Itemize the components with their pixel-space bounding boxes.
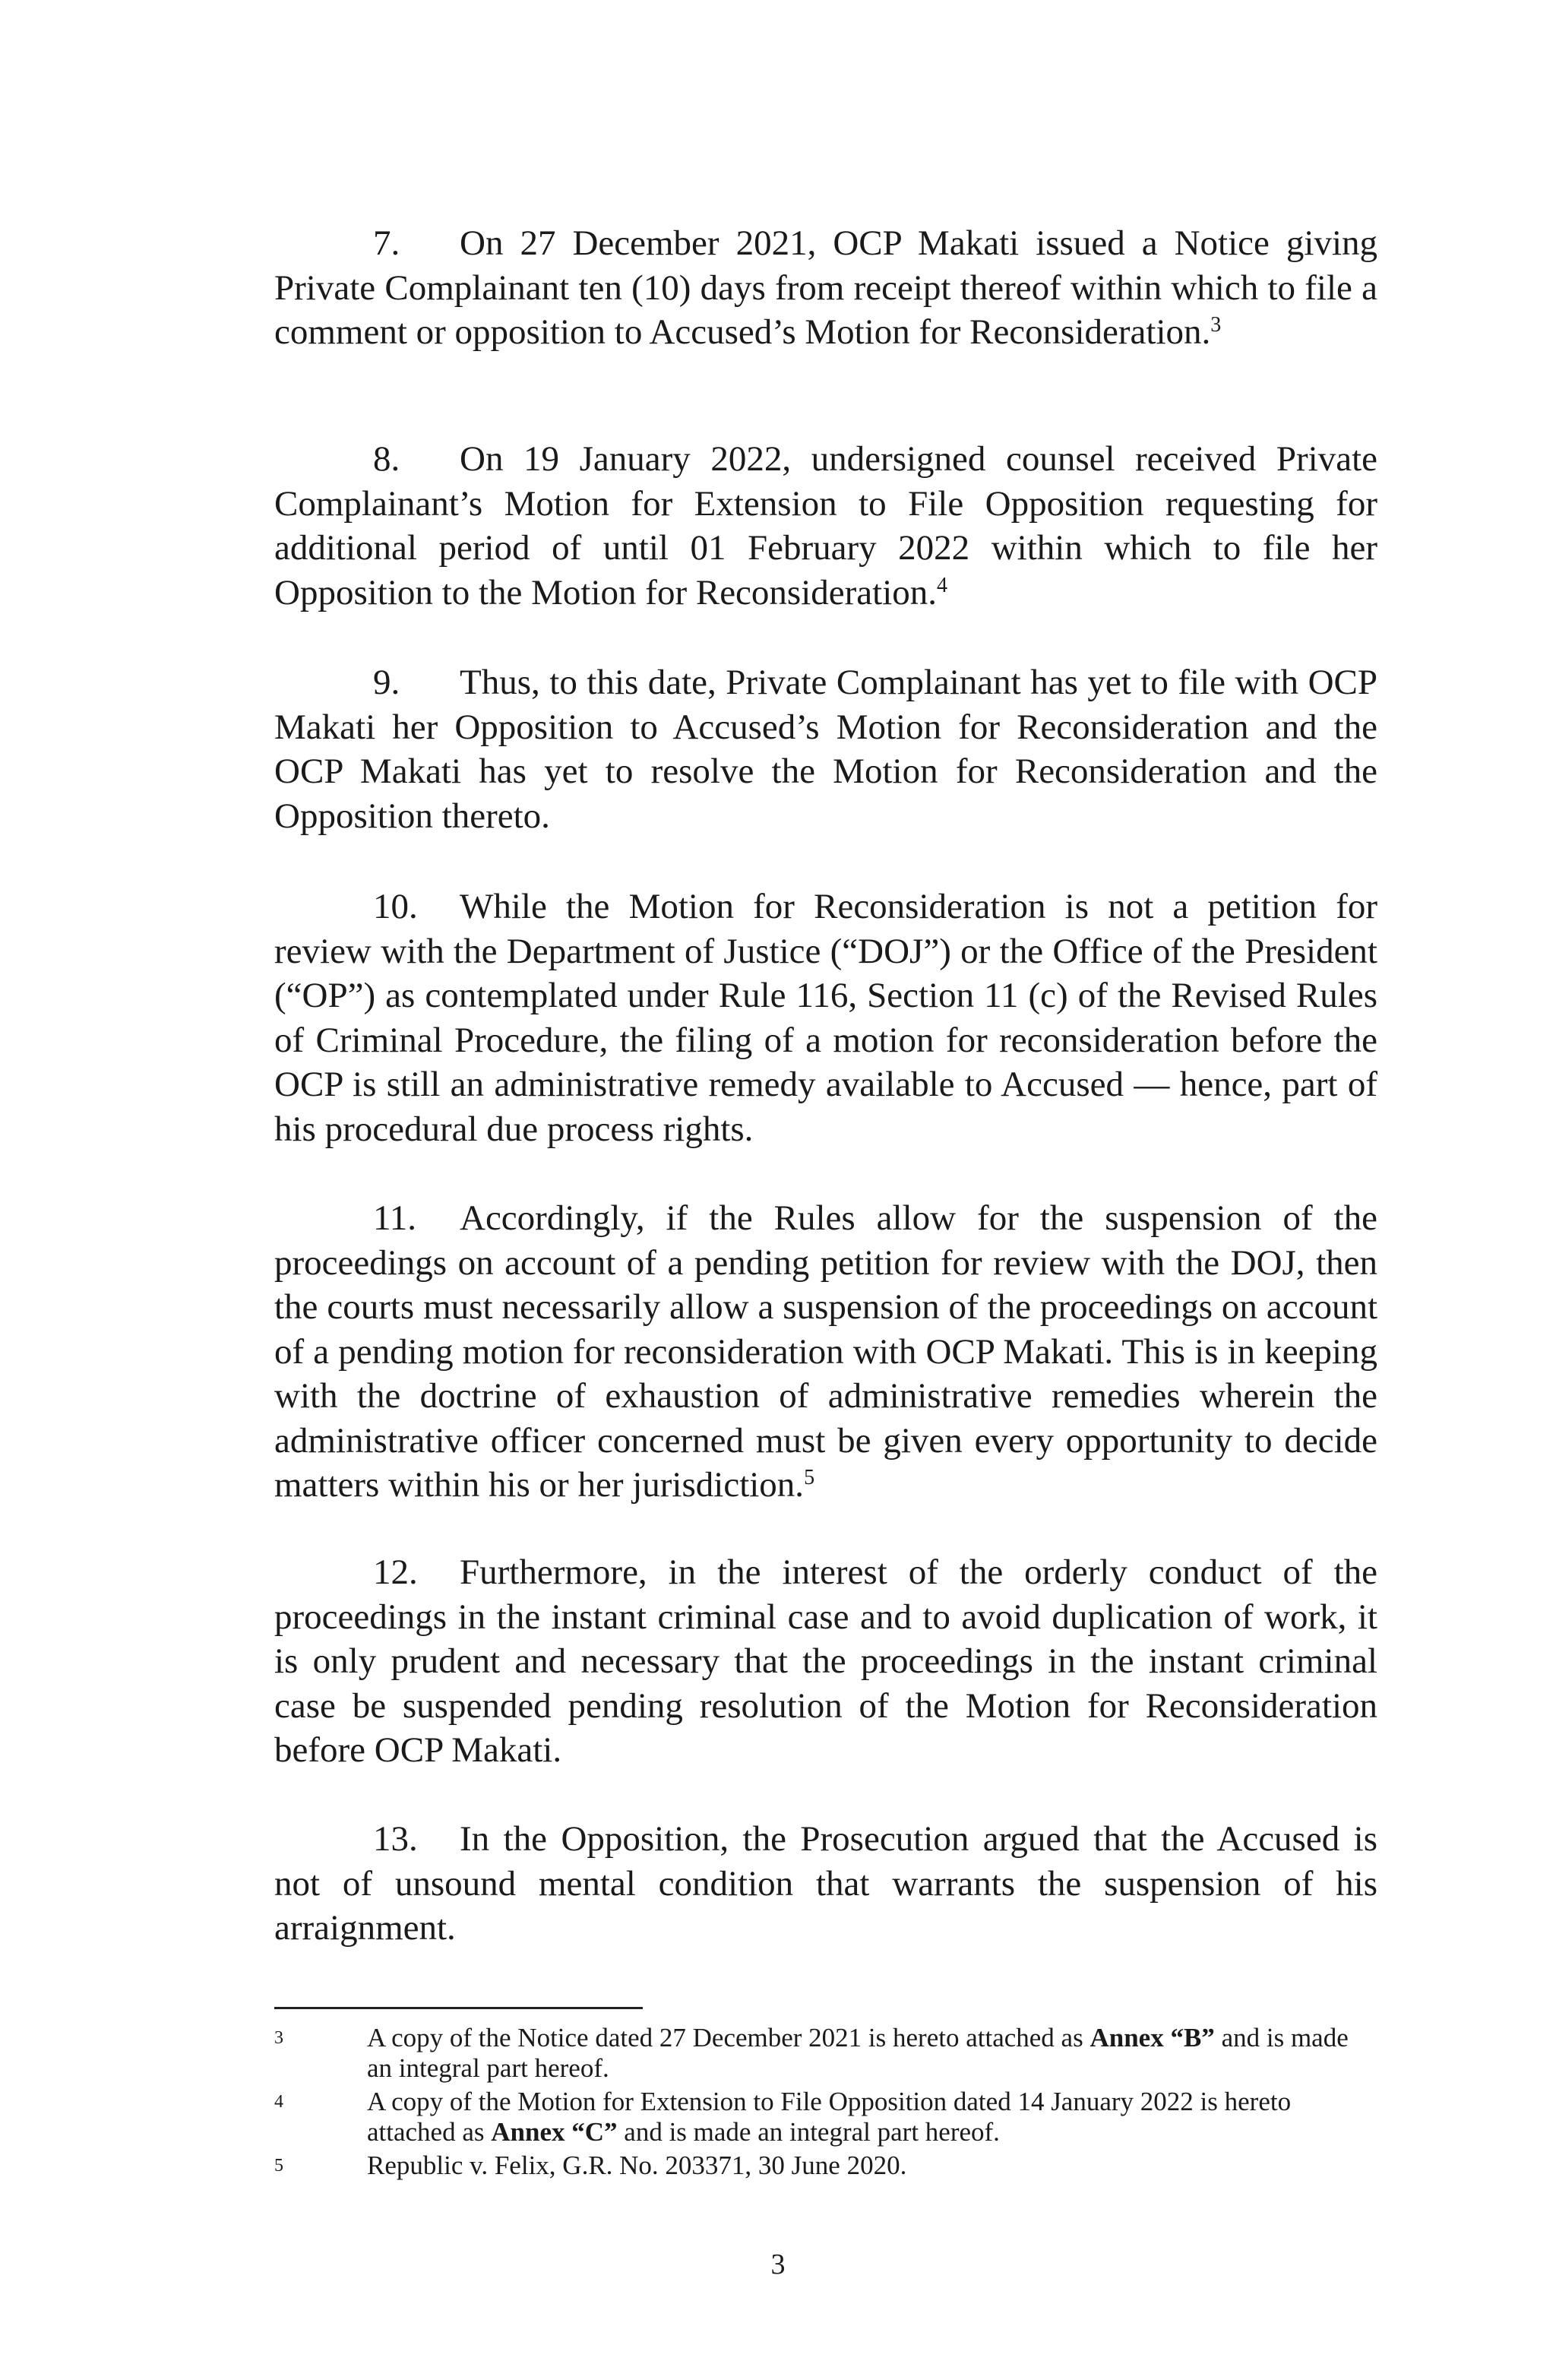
paragraph-text: While the Motion for Reconsideration is not a petition for review with the Department of Justice (“DOJ”) or the Office of the President (“OP”) as contemplated under Rule 116, Section 11 (c) of the Revised Rules of Criminal Procedure, the filing of a motion for reconsideration before the OCP is still an administrative remedy available to Accused — hence, part of his procedural due process rights. [274,887,1377,1149]
footnote-3 [274,2023,1377,2084]
footnote-ref: 5 [804,1466,815,1489]
footnote-text [367,2023,1377,2084]
footnote-text-part: A copy of the Notice dated 27 December 2021 is hereto attached as [367,2023,1090,2052]
page-number: 3 [770,2249,786,2280]
footnote-5 [274,2151,1377,2181]
paragraph-text: On 27 December 2021, OCP Makati issued a Notice giving Private Complainant ten (10) days from receipt thereof within which to file a comment or opposition to Accused’s Motion for Reconsideration. [274,223,1377,352]
footnote-text-part: Republic v. Felix, G.R. No. 203371, 30 June 2020. [367,2151,907,2180]
paragraph-8 [274,437,1377,615]
paragraph-text: Accordingly, if the Rules allow for the suspension of the proceedings on account of a pending petition for review with the DOJ, then the courts must necessarily allow a suspension of the proceedings on account of a pending motion for reconsideration with OCP Makati. This is in keeping with the doctrine of exhaustion of administrative remedies wherein the administrative officer concerned must be given every opportunity to decide matters within his or her jurisdiction. [274,1198,1377,1505]
paragraph-10 [274,885,1377,1151]
footnote-text [367,2087,1377,2147]
annex-reference: Annex “B” [1090,2023,1215,2052]
paragraph-12 [274,1550,1377,1773]
paragraph-13 [274,1817,1377,1951]
paragraph-number: 9. [373,663,400,702]
paragraph-9 [274,660,1377,838]
paragraph-number: 11. [373,1198,417,1238]
paragraph-number: 7. [373,223,400,263]
paragraph-number: 13. [373,1819,418,1859]
paragraph-number: 12. [373,1552,418,1592]
footnote-ref: 4 [937,573,948,597]
footnote-mark: 4 [274,2092,283,2112]
footnote-mark: 3 [274,2028,283,2048]
annex-reference: Annex “C” [491,2117,618,2147]
footnote-mark: 5 [274,2156,283,2176]
paragraph-number: 8. [373,439,400,479]
paragraph-11 [274,1196,1377,1508]
paragraph-text: On 19 January 2022, undersigned counsel received Private Complainant’s Motion for Extension to File Opposition requesting for additional period of until 01 February 2022 within which to file her Opposition to the Motion for Reconsideration. [274,439,1377,612]
footnote-ref: 3 [1210,313,1222,337]
paragraph-number: 10. [373,887,418,926]
footnotes [274,2023,1377,2184]
paragraph-text: Furthermore, in the interest of the orderly conduct of the proceedings in the instant criminal case and to avoid duplication of work, it is only prudent and necessary that the proceedings in the instant criminal case be suspended pending resolution of the Motion for Reconsideration before OCP Makati. [274,1552,1377,1770]
footnote-separator [274,2007,643,2009]
paragraph-7 [274,221,1377,355]
footnote-4 [274,2087,1377,2147]
paragraph-text: Thus, to this date, Private Complainant has yet to file with OCP Makati her Opposition to Accused’s Motion for Reconsideration and the OCP Makati has yet to resolve the Motion for Reconsideration and the Opposition thereto. [274,663,1377,836]
footnote-text-part: A copy of the Motion for Extension to File Opposition dated 14 January 2022 is hereto attached as [367,2087,1292,2147]
footnote-text-part: and is made an integral part hereof. [367,2023,1349,2083]
footnote-text-part: and is made an integral part hereof. [617,2117,1000,2147]
paragraph-text: In the Opposition, the Prosecution argued that the Accused is not of unsound mental condition that warrants the suspension of his arraignment. [274,1819,1377,1948]
footnote-text [367,2151,1377,2181]
